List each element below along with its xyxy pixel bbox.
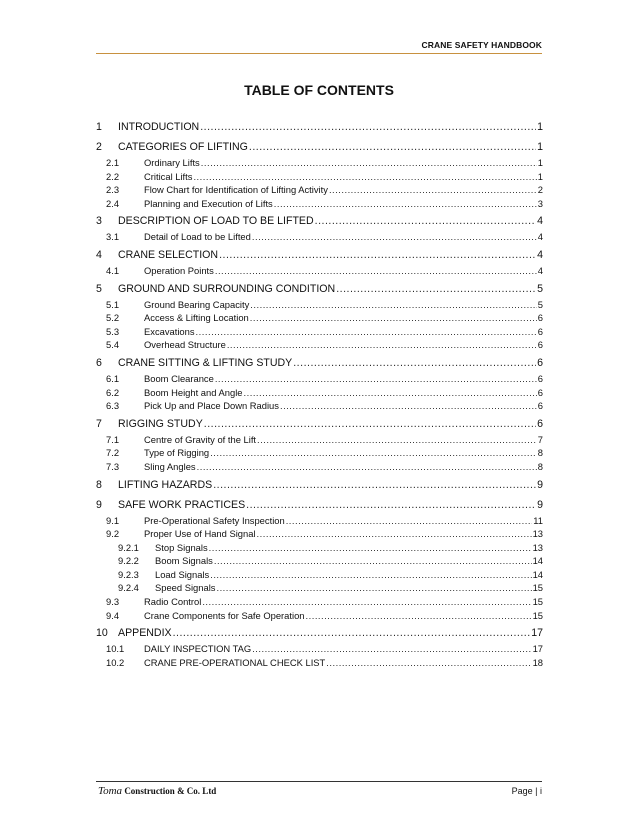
toc-entry-number: 2.2 (106, 170, 120, 182)
toc-entry-title: RIGGING STUDY (118, 417, 203, 430)
toc-entry-number: 9.4 (106, 609, 120, 621)
toc-entry-page: 15 (532, 596, 543, 608)
toc-entry-page: 1 (537, 141, 543, 153)
toc-entry-page: 5 (537, 298, 543, 310)
toc-entry-number: 2.1 (106, 157, 120, 168)
toc-entry[interactable] (96, 198, 543, 212)
page-title: TABLE OF CONTENTS (244, 82, 394, 98)
toc-entry-title: DAILY INSPECTION TAG (144, 643, 252, 655)
toc-entry[interactable] (96, 418, 543, 434)
toc-entry-number: 4.1 (106, 264, 120, 276)
toc-entry[interactable] (96, 265, 543, 279)
toc-entry-title: Load Signals (155, 568, 210, 580)
toc-entry-page: 8 (537, 460, 543, 472)
toc-entry-page: 6 (537, 400, 543, 412)
toc-entry-page: 6 (537, 339, 543, 351)
toc-dot-leader (213, 479, 536, 491)
toc-dot-leader (193, 171, 536, 182)
toc-entry[interactable] (96, 184, 543, 198)
toc-entry-number: 5.2 (106, 312, 120, 324)
table-of-contents (96, 121, 543, 670)
toc-entry-title: CRANE SELECTION (118, 248, 219, 261)
toc-entry[interactable] (96, 582, 543, 596)
toc-entry-title: Boom Clearance (144, 372, 214, 384)
toc-dot-leader (215, 373, 537, 384)
toc-entry-number: 9.2.3 (118, 568, 139, 580)
toc-entry-page: 1 (537, 121, 543, 133)
toc-entry-number: 9.2.2 (118, 555, 139, 567)
toc-entry-number: 1 (96, 121, 102, 133)
toc-entry[interactable] (96, 515, 543, 529)
toc-entry[interactable] (96, 312, 543, 326)
toc-entry[interactable] (96, 141, 543, 157)
toc-entry-number: 9.2 (106, 528, 120, 540)
toc-entry[interactable] (96, 643, 543, 657)
toc-dot-leader (202, 596, 531, 607)
toc-entry-page: 14 (532, 568, 543, 580)
toc-entry[interactable] (96, 596, 543, 610)
toc-entry[interactable] (96, 215, 543, 231)
toc-entry[interactable] (96, 373, 543, 387)
toc-entry-page: 6 (537, 325, 543, 337)
toc-entry-title: Ground Bearing Capacity (144, 298, 250, 310)
toc-entry-number: 6.3 (106, 400, 120, 412)
toc-entry-page: 11 (533, 514, 543, 526)
toc-entry-page: 2 (537, 184, 543, 196)
toc-entry[interactable] (96, 121, 543, 137)
toc-entry-title: Speed Signals (155, 582, 216, 594)
toc-entry-page: 9 (537, 498, 543, 511)
toc-entry-page: 4 (537, 248, 543, 261)
toc-entry-number: 9 (96, 498, 102, 511)
toc-entry-title: Pre-Operational Safety Inspection (144, 514, 285, 526)
toc-entry-title: Radio Control (144, 596, 202, 608)
toc-entry[interactable] (96, 499, 543, 515)
toc-entry-title: CATEGORIES OF LIFTING (118, 141, 248, 153)
toc-dot-leader (280, 400, 537, 411)
toc-entry[interactable] (96, 542, 543, 556)
toc-entry[interactable] (96, 569, 543, 583)
toc-entry[interactable] (96, 461, 543, 475)
toc-entry-number: 6.2 (106, 386, 120, 398)
toc-entry-number: 9.3 (106, 596, 120, 608)
toc-entry-page: 6 (537, 417, 543, 430)
toc-entry-number: 3.1 (106, 231, 120, 243)
toc-entry-number: 6.1 (106, 372, 120, 384)
toc-entry-page: 4 (537, 215, 543, 228)
footer-rule (96, 781, 542, 782)
toc-entry-page: 6 (537, 372, 543, 384)
toc-entry-title: Detail of Load to be Lifted (144, 231, 251, 243)
toc-dot-leader (250, 312, 537, 323)
toc-entry[interactable] (96, 657, 543, 671)
toc-entry[interactable] (96, 434, 543, 448)
toc-entry-title: Sling Angles (144, 460, 196, 472)
toc-dot-leader (246, 499, 536, 511)
toc-entry-number: 5.3 (106, 325, 120, 337)
toc-entry-title: DESCRIPTION OF LOAD TO BE LIFTED (118, 215, 314, 228)
toc-entry-title: CRANE SITTING & LIFTING STUDY (118, 356, 293, 369)
toc-entry-title: Excavations (144, 325, 195, 337)
toc-dot-leader (201, 157, 537, 168)
toc-entry-title: Access & Lifting Location (144, 312, 249, 324)
toc-entry[interactable] (96, 157, 543, 171)
toc-entry-page: 6 (537, 386, 543, 398)
toc-entry[interactable] (96, 528, 543, 542)
toc-entry-page: 6 (537, 312, 543, 324)
toc-entry-title: Stop Signals (155, 541, 208, 553)
running-header: CRANE SAFETY HANDBOOK (421, 40, 542, 50)
toc-entry[interactable] (96, 339, 543, 353)
toc-entry-title: Operation Points (144, 264, 214, 276)
toc-entry-page: 5 (537, 282, 543, 295)
toc-entry-page: 15 (532, 609, 543, 621)
toc-entry-page: 13 (532, 528, 543, 540)
toc-entry-title: Proper Use of Hand Signal (144, 528, 256, 540)
toc-entry[interactable] (96, 171, 543, 185)
toc-dot-leader (252, 231, 537, 242)
toc-entry-number: 2.4 (106, 197, 120, 209)
toc-entry[interactable] (96, 627, 543, 643)
toc-entry-number: 5 (96, 282, 102, 295)
toc-entry-title: Ordinary Lifts (144, 157, 200, 168)
toc-entry-page: 17 (531, 627, 543, 640)
toc-entry-page: 6 (537, 356, 543, 369)
toc-dot-leader (215, 265, 537, 276)
page-number: Page | i (511, 786, 542, 796)
toc-entry[interactable] (96, 555, 543, 569)
toc-entry-title: SAFE WORK PRACTICES (118, 498, 246, 511)
toc-entry-title: Crane Components for Safe Operation (144, 609, 305, 621)
toc-entry-title: GROUND AND SURROUNDING CONDITION (118, 282, 336, 295)
toc-dot-leader (200, 121, 536, 133)
toc-dot-leader (196, 326, 537, 337)
toc-entry-title: Boom Signals (155, 555, 213, 567)
toc-entry-number: 10.1 (106, 643, 125, 655)
toc-entry[interactable] (96, 231, 543, 245)
toc-entry-title: Flow Chart for Identification of Lifting Activity (144, 184, 328, 196)
toc-entry-number: 7.1 (106, 433, 120, 445)
toc-entry-title: APPENDIX (118, 627, 172, 640)
toc-entry[interactable] (96, 249, 543, 265)
toc-entry-title: Centre of Gravity of the Lift (144, 433, 257, 445)
footer-company (98, 785, 216, 797)
toc-entry-number: 9.1 (106, 514, 120, 526)
toc-entry-number: 7 (96, 417, 102, 430)
toc-entry-page: 3 (537, 197, 543, 209)
toc-entry-page: 8 (537, 447, 543, 459)
toc-dot-leader (326, 657, 531, 668)
toc-entry[interactable] (96, 447, 543, 461)
toc-dot-leader (336, 283, 536, 295)
toc-entry-number: 5.4 (106, 339, 120, 351)
toc-entry-title: Type of Rigging (144, 447, 210, 459)
company-name: Construction & Co. Ltd (122, 786, 217, 796)
toc-entry-page: 1 (537, 157, 543, 168)
toc-entry-number: 3 (96, 215, 102, 228)
toc-entry-number: 5.1 (106, 298, 120, 310)
toc-entry[interactable] (96, 299, 543, 313)
toc-dot-leader (227, 339, 537, 350)
toc-entry-number: 2 (96, 141, 102, 153)
toc-entry[interactable] (96, 357, 543, 373)
toc-dot-leader (210, 569, 531, 580)
toc-entry-page: 15 (532, 582, 543, 594)
toc-entry-title: CRANE PRE-OPERATIONAL CHECK LIST (144, 656, 326, 668)
toc-dot-leader (214, 555, 532, 566)
toc-dot-leader (250, 299, 537, 310)
toc-entry-number: 9.2.1 (118, 541, 139, 553)
toc-entry-page: 13 (532, 541, 543, 553)
toc-entry[interactable] (96, 400, 543, 414)
toc-dot-leader (216, 582, 531, 593)
toc-entry-number: 10.2 (106, 656, 125, 668)
toc-entry[interactable] (96, 387, 543, 401)
toc-dot-leader (204, 418, 536, 430)
company-logo-text: Toma (98, 785, 123, 797)
toc-entry-title: Pick Up and Place Down Radius (144, 400, 279, 412)
toc-entry-page: 4 (537, 231, 543, 243)
toc-entry-number: 8 (96, 478, 102, 491)
toc-entry-title: Planning and Execution of Lifts (144, 197, 273, 209)
header-rule (96, 53, 542, 54)
toc-dot-leader (286, 515, 533, 526)
toc-entry-number: 4 (96, 248, 102, 261)
toc-entry-page: 14 (532, 555, 543, 567)
toc-dot-leader (257, 434, 537, 445)
toc-dot-leader (306, 610, 532, 621)
toc-entry-page: 18 (532, 656, 543, 668)
toc-entry-title: LIFTING HAZARDS (118, 478, 213, 491)
toc-entry-title: Overhead Structure (144, 339, 226, 351)
toc-dot-leader (249, 141, 536, 153)
toc-entry-page: 17 (532, 643, 543, 655)
toc-entry-title: Critical Lifts (144, 170, 193, 182)
toc-dot-leader (210, 447, 537, 458)
toc-entry-page: 7 (537, 433, 543, 445)
toc-entry-title: INTRODUCTION (118, 121, 200, 133)
toc-entry[interactable] (96, 479, 543, 495)
toc-dot-leader (293, 357, 536, 369)
toc-entry-number: 7.2 (106, 447, 120, 459)
toc-dot-leader (173, 627, 531, 639)
toc-entry-page: 9 (537, 478, 543, 491)
toc-entry[interactable] (96, 283, 543, 299)
toc-entry-number: 7.3 (106, 460, 120, 472)
toc-entry-number: 2.3 (106, 184, 120, 196)
toc-entry[interactable] (96, 610, 543, 624)
toc-dot-leader (252, 643, 531, 654)
toc-dot-leader (329, 184, 537, 195)
toc-entry-number: 9.2.4 (118, 582, 139, 594)
toc-dot-leader (274, 198, 537, 209)
toc-entry-page: 1 (537, 170, 543, 182)
toc-entry-page: 4 (537, 264, 543, 276)
toc-entry-number: 10 (96, 627, 108, 640)
toc-dot-leader (219, 249, 536, 261)
toc-entry[interactable] (96, 326, 543, 340)
toc-entry-title: Boom Height and Angle (144, 386, 243, 398)
toc-entry-number: 6 (96, 356, 102, 369)
toc-dot-leader (244, 387, 537, 398)
toc-dot-leader (257, 528, 532, 539)
toc-dot-leader (209, 542, 532, 553)
toc-dot-leader (197, 461, 537, 472)
toc-dot-leader (315, 215, 536, 227)
